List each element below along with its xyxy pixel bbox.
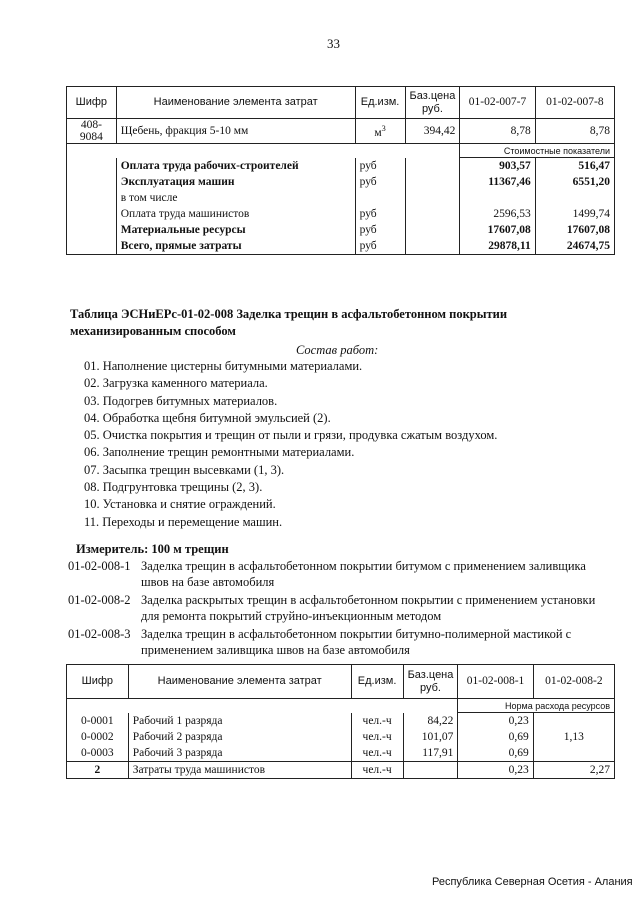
footer-region: Республика Северная Осетия - Алания [432,876,633,888]
header-unit: Ед.изм. [355,87,405,119]
row-name: Материальные ресурсы [116,222,355,238]
table-row [67,190,615,206]
row-name: Всего, прямые затраты [116,238,355,255]
row-v1: 17607,08 [460,222,535,238]
row-unit: руб [355,158,405,175]
subheader-norm: Норма расхода ресурсов [458,699,615,713]
row-name: Эксплуатация машин [116,174,355,190]
row-code: 408-9084 [67,119,117,144]
row-unit: руб [355,238,405,255]
row-v2 [535,190,614,206]
row-v2: 6551,20 [535,174,614,190]
code-descriptions [68,558,613,660]
row-code [67,222,117,238]
row-v1: 8,78 [460,119,535,144]
header-code: Шифр [67,665,129,699]
row-v2: 516,47 [535,158,614,175]
work-item: 02. Загрузка каменного материала. [84,376,268,391]
resource-table-008 [66,664,615,779]
row-unit: чел.-ч [351,745,403,762]
code-text: Заделка раскрытых трещин в асфальтобетонном покрытии с применением установки для ремонта покрытий струйно-инъекционным методом [141,593,596,623]
row-v2 [533,745,614,762]
row-unit [355,190,405,206]
work-item: 05. Очистка покрытия и трещин от пыли и грязи, продувка сжатым воздухом. [84,428,498,443]
row-v2: 8,78 [535,119,614,144]
row-v1: 0,69 [458,745,533,762]
code-item [68,558,613,590]
row-code: 2 [67,762,129,779]
row-code [67,238,117,255]
row-name: Щебень, фракция 5-10 мм [116,119,355,144]
row-price: 84,22 [403,713,458,730]
row-unit: чел.-ч [351,713,403,730]
works-list [84,358,497,531]
row-unit: $м^3$ [355,119,405,144]
row-price [405,174,460,190]
row-name: в том числе [116,190,355,206]
row-price [405,206,460,222]
cost-table-007 [66,86,615,255]
page-number: 33 [327,36,340,51]
row-price [405,190,460,206]
table-row [67,206,615,222]
row-unit: руб [355,174,405,190]
works-title: Состав работ: [296,343,379,357]
work-item: 03. Подогрев битумных материалов. [84,393,278,408]
header-price: Баз.цена руб. [403,665,458,699]
row-v2: 1,13 [533,729,614,745]
row-code: 0-0002 [67,729,129,745]
header-name: Наименование элемента затрат [116,87,355,119]
table-row [67,174,615,190]
row-v1: 0,23 [458,762,533,779]
table-row [67,158,615,175]
header-col-007-8: 01-02-007-8 [535,87,614,119]
row-code: 0-0003 [67,745,129,762]
row-price [405,238,460,255]
header-unit: Ед.изм. [351,665,403,699]
table-title: Таблица ЭСНиЕРс-01-02-008 Заделка трещин в асфальтобетонном покрытии механизированным способом [70,307,508,338]
row-v1 [460,190,535,206]
cost-rows [67,158,615,255]
work-item: 04. Обработка щебня битумной эмульсией (2). [84,410,331,425]
header-col-008-2: 01-02-008-2 [533,665,614,699]
code-id: 01-02-008-2 [68,593,131,607]
row-code [67,158,117,175]
row-code [67,190,117,206]
row-v1: 0,69 [458,729,533,745]
row-name: Рабочий 3 разряда [128,745,351,762]
row-name: Затраты труда машинистов [128,762,351,779]
row-v1: 2596,53 [460,206,535,222]
row-unit: руб [355,206,405,222]
table-row [67,238,615,255]
code-text: Заделка трещин в асфальтобетонном покрытии битумом с применением заливщика швов на базе автомобиля [141,559,586,589]
row-price: 117,91 [403,745,458,762]
row-price [405,222,460,238]
work-item: 11. Переходы и перемещение машин. [84,514,283,529]
row-v1: 29878,11 [460,238,535,255]
table-row [67,729,615,745]
work-item: 06. Заполнение трещин ремонтными материалами. [84,445,355,460]
row-v2: 17607,08 [535,222,614,238]
code-id: 01-02-008-3 [68,627,131,641]
code-item [68,626,613,658]
code-text: Заделка трещин в асфальтобетонном покрытии битумно-полимерной мастикой с применением заливщика швов на базе автомобиля [141,627,572,657]
row-v2: 24674,75 [535,238,614,255]
meter-label: Измеритель: 100 м трещин [76,542,229,556]
row-code [67,174,117,190]
row-code [67,206,117,222]
work-item: 10. Установка и снятие ограждений. [84,497,276,512]
row-name: Оплата труда машинистов [116,206,355,222]
row-price: 394,42 [405,119,460,144]
table-row [67,119,615,144]
work-item: 08. Подгрунтовка трещины (2, 3). [84,480,263,495]
header-code: Шифр [67,87,117,119]
row-unit: руб [355,222,405,238]
work-item: 07. Засыпка трещин высевками (1, 3). [84,462,285,477]
subheader-cost: Стоимостные показатели [460,144,615,158]
row-unit: чел.-ч [351,729,403,745]
table-row [67,713,615,730]
row-v1: 11367,46 [460,174,535,190]
row-code: 0-0001 [67,713,129,730]
header-price: Баз.цена руб. [405,87,460,119]
row-name: Рабочий 2 разряда [128,729,351,745]
table-row [67,222,615,238]
header-name: Наименование элемента затрат [128,665,351,699]
row-v2: 1499,74 [535,206,614,222]
work-item: 01. Наполнение цистерны битумными материалами. [84,359,363,373]
table-row-total [67,762,615,779]
row-name: Оплата труда рабочих-строителей [116,158,355,175]
row-price [405,158,460,175]
row-v2: 2,27 [533,762,614,779]
row-unit: чел.-ч [351,762,403,779]
row-v2 [533,713,614,730]
resource-rows [67,713,615,762]
row-v1: 903,57 [460,158,535,175]
row-price: 101,07 [403,729,458,745]
code-id: 01-02-008-1 [68,559,131,573]
row-name: Рабочий 1 разряда [128,713,351,730]
row-v1: 0,23 [458,713,533,730]
header-col-008-1: 01-02-008-1 [458,665,533,699]
row-price [403,762,458,779]
header-col-007-7: 01-02-007-7 [460,87,535,119]
code-item [68,592,613,624]
table-row [67,745,615,762]
